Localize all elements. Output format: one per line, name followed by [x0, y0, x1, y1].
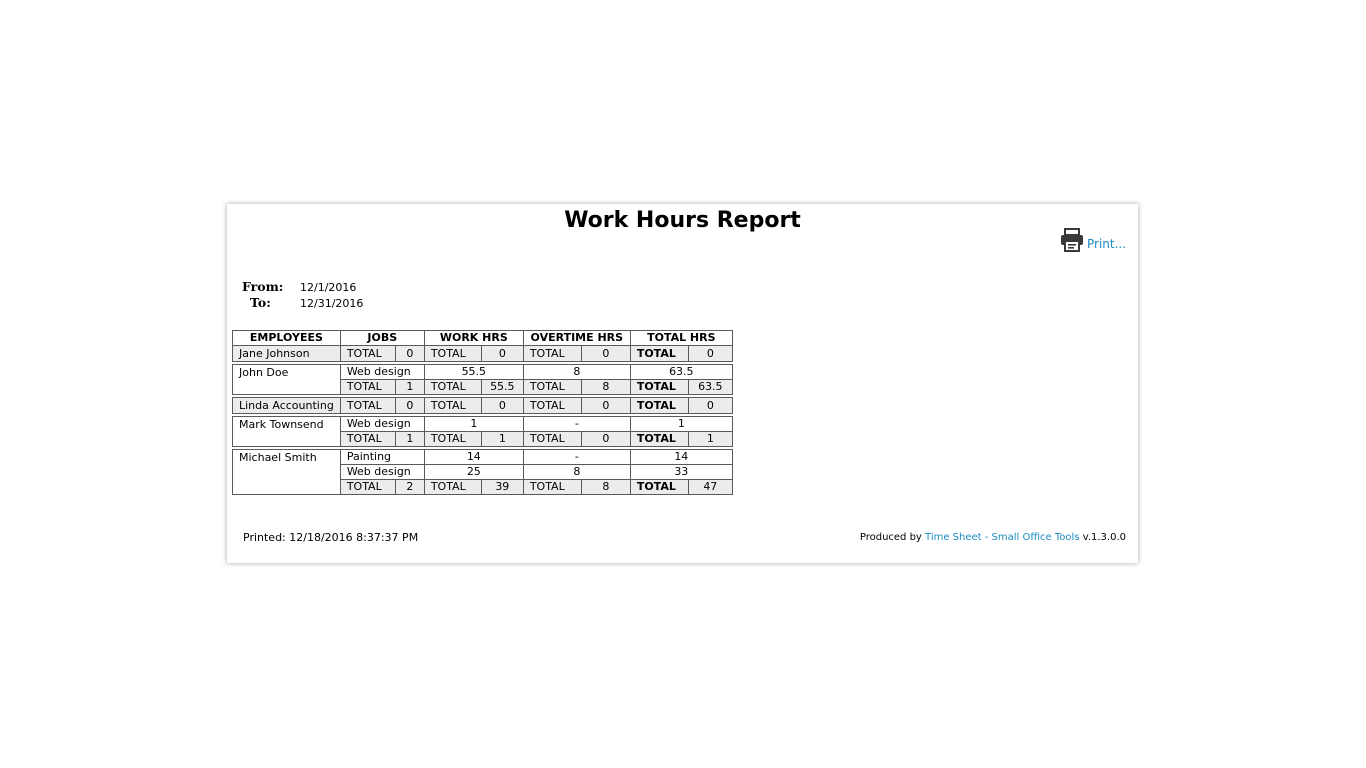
- work-total-value: 0: [481, 346, 523, 362]
- produced-by: [860, 532, 1126, 543]
- product-link[interactable]: Time Sheet - Small Office Tools: [925, 532, 1080, 543]
- job-overtime-hrs: 8: [523, 465, 630, 480]
- overtime-total-label: TOTAL: [523, 432, 581, 447]
- job-row: [233, 417, 733, 432]
- overtime-total-label: TOTAL: [523, 480, 581, 495]
- employee-name: John Doe: [233, 365, 341, 395]
- overtime-total-value: 8: [581, 380, 630, 395]
- grand-total-label: TOTAL: [630, 346, 688, 362]
- table-body: [233, 346, 733, 495]
- overtime-total-label: TOTAL: [523, 380, 581, 395]
- job-work-hrs: 25: [424, 465, 523, 480]
- job-work-hrs: 55.5: [424, 365, 523, 380]
- to-value: 12/31/2016: [300, 297, 364, 310]
- header-employees: EMPLOYEES: [233, 331, 341, 346]
- work-total-label: TOTAL: [424, 480, 481, 495]
- employee-name: Jane Johnson: [233, 346, 341, 362]
- grand-total-label: TOTAL: [630, 480, 688, 495]
- table-header-row: [233, 331, 733, 346]
- jobs-total-label: TOTAL: [340, 432, 395, 447]
- jobs-total-value: 0: [395, 398, 424, 414]
- from-label: From:: [242, 279, 284, 294]
- work-total-label: TOTAL: [424, 346, 481, 362]
- employee-name: Michael Smith: [233, 450, 341, 495]
- overtime-total-value: 0: [581, 432, 630, 447]
- work-total-label: TOTAL: [424, 398, 481, 414]
- work-total-label: TOTAL: [424, 380, 481, 395]
- job-work-hrs: 1: [424, 417, 523, 432]
- overtime-total-value: 8: [581, 480, 630, 495]
- job-row: [233, 450, 733, 465]
- job-overtime-hrs: 8: [523, 365, 630, 380]
- header-overtime-hrs: OVERTIME HRS: [523, 331, 630, 346]
- jobs-total-label: TOTAL: [340, 346, 395, 362]
- grand-total-value: 1: [688, 432, 732, 447]
- date-range: [242, 279, 363, 311]
- grand-total-value: 0: [688, 398, 732, 414]
- job-name: Web design: [340, 365, 424, 380]
- work-total-value: 1: [481, 432, 523, 447]
- job-total-hrs: 33: [630, 465, 732, 480]
- job-total-hrs: 14: [630, 450, 732, 465]
- grand-total-value: 0: [688, 346, 732, 362]
- job-total-hrs: 1: [630, 417, 732, 432]
- work-total-label: TOTAL: [424, 432, 481, 447]
- grand-total-label: TOTAL: [630, 398, 688, 414]
- jobs-total-value: 1: [395, 380, 424, 395]
- total-row: [233, 346, 733, 362]
- employee-name: Linda Accounting: [233, 398, 341, 414]
- grand-total-value: 47: [688, 480, 732, 495]
- printed-timestamp: Printed: 12/18/2016 8:37:37 PM: [243, 531, 419, 544]
- job-work-hrs: 14: [424, 450, 523, 465]
- overtime-total-value: 0: [581, 346, 630, 362]
- jobs-total-label: TOTAL: [340, 480, 395, 495]
- work-total-value: 55.5: [481, 380, 523, 395]
- jobs-total-label: TOTAL: [340, 380, 395, 395]
- job-overtime-hrs: -: [523, 417, 630, 432]
- overtime-total-label: TOTAL: [523, 346, 581, 362]
- header-jobs: JOBS: [340, 331, 424, 346]
- print-label[interactable]: Print...: [1087, 237, 1127, 251]
- job-total-hrs: 63.5: [630, 365, 732, 380]
- job-overtime-hrs: -: [523, 450, 630, 465]
- printer-icon: [1060, 228, 1084, 252]
- jobs-total-value: 0: [395, 346, 424, 362]
- job-row: [233, 365, 733, 380]
- produced-prefix: Produced by: [859, 532, 926, 543]
- report-title: Work Hours Report: [564, 208, 801, 233]
- job-name: Web design: [340, 465, 424, 480]
- jobs-total-value: 2: [395, 480, 424, 495]
- jobs-total-value: 1: [395, 432, 424, 447]
- to-label: To:: [250, 295, 271, 310]
- work-hours-table: [232, 330, 733, 495]
- grand-total-label: TOTAL: [630, 380, 688, 395]
- job-name: Painting: [340, 450, 424, 465]
- header-total-hrs: TOTAL HRS: [630, 331, 732, 346]
- work-total-value: 39: [481, 480, 523, 495]
- employee-name: Mark Townsend: [233, 417, 341, 447]
- work-total-value: 0: [481, 398, 523, 414]
- report-panel: [227, 204, 1138, 563]
- produced-suffix: v.1.3.0.0: [1079, 532, 1126, 543]
- overtime-total-label: TOTAL: [523, 398, 581, 414]
- grand-total-label: TOTAL: [630, 432, 688, 447]
- grand-total-value: 63.5: [688, 380, 732, 395]
- job-name: Web design: [340, 417, 424, 432]
- from-value: 12/1/2016: [300, 281, 357, 294]
- print-button[interactable]: [1060, 228, 1126, 252]
- total-row: [233, 398, 733, 414]
- jobs-total-label: TOTAL: [340, 398, 395, 414]
- overtime-total-value: 0: [581, 398, 630, 414]
- header-work-hrs: WORK HRS: [424, 331, 523, 346]
